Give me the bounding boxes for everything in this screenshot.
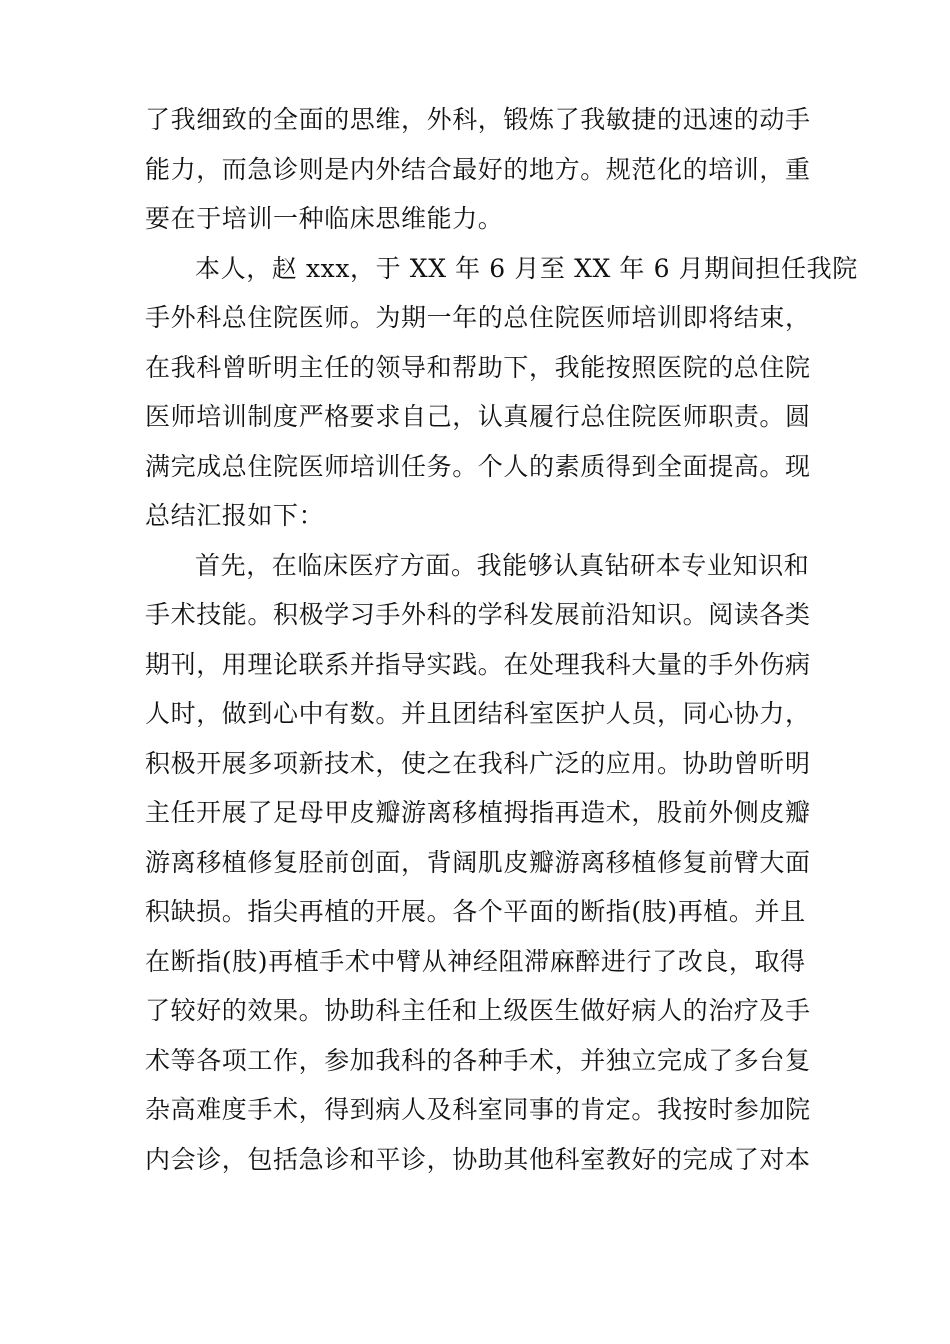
text-line: 游离移植修复胫前创面，背阔肌皮瓣游离移植修复前臂大面 [145, 847, 811, 877]
body-text [145, 95, 858, 1184]
text-line: 主任开展了足母甲皮瓣游离移植拇指再造术，股前外侧皮瓣 [145, 798, 811, 827]
paragraph-first-line: 本人，赵 xxx，于 XX 年 6 月至 XX 年 6 月期间担任我院 [195, 253, 858, 283]
text-line: 杂高难度手术，得到病人及科室同事的肯定。我按时参加院 [145, 1095, 811, 1124]
text-line: 满完成总住院医师培训任务。个人的素质得到全面提高。现 [145, 451, 811, 481]
text-line: 积缺损。指尖再植的开展。各个平面的断指(肢)再植。并且 [145, 897, 806, 926]
text-line: 医师培训制度严格要求自己，认真履行总住院医师职责。圆 [145, 402, 811, 431]
paragraph-first-line: 首先，在临床医疗方面。我能够认真钻研本专业知识和 [195, 550, 810, 580]
text-line: 了较好的效果。协助科主任和上级医生做好病人的治疗及手 [145, 996, 811, 1025]
text-line: 手外科总住院医师。为期一年的总住院医师培训即将结束， [145, 303, 811, 332]
text-line: 积极开展多项新技术，使之在我科广泛的应用。协助曾昕明 [145, 748, 811, 778]
text-line: 在断指(肢)再植手术中臂从神经阻滞麻醉进行了改良，取得 [145, 946, 806, 976]
text-line: 内会诊，包括急诊和平诊，协助其他科室教好的完成了对本 [145, 1144, 811, 1174]
text-line: 期刊，用理论联系并指导实践。在处理我科大量的手外伤病 [145, 649, 811, 679]
text-line: 术等各项工作，参加我科的各种手术，并独立完成了多台复 [145, 1045, 811, 1075]
text-line: 人时，做到心中有数。并且团结科室医护人员，同心协力， [145, 699, 811, 728]
text-line: 了我细致的全面的思维，外科，锻炼了我敏捷的迅速的动手 [145, 105, 811, 134]
text-line: 要在于培训一种临床思维能力。 [145, 204, 504, 233]
text-line: 在我科曾昕明主任的领导和帮助下，我能按照医院的总住院 [145, 352, 811, 382]
text-line: 手术技能。积极学习手外科的学科发展前沿知识。阅读各类 [145, 600, 811, 629]
text-line: 能力，而急诊则是内外结合最好的地方。规范化的培训，重 [145, 154, 811, 184]
text-line: 总结汇报如下： [145, 501, 325, 530]
